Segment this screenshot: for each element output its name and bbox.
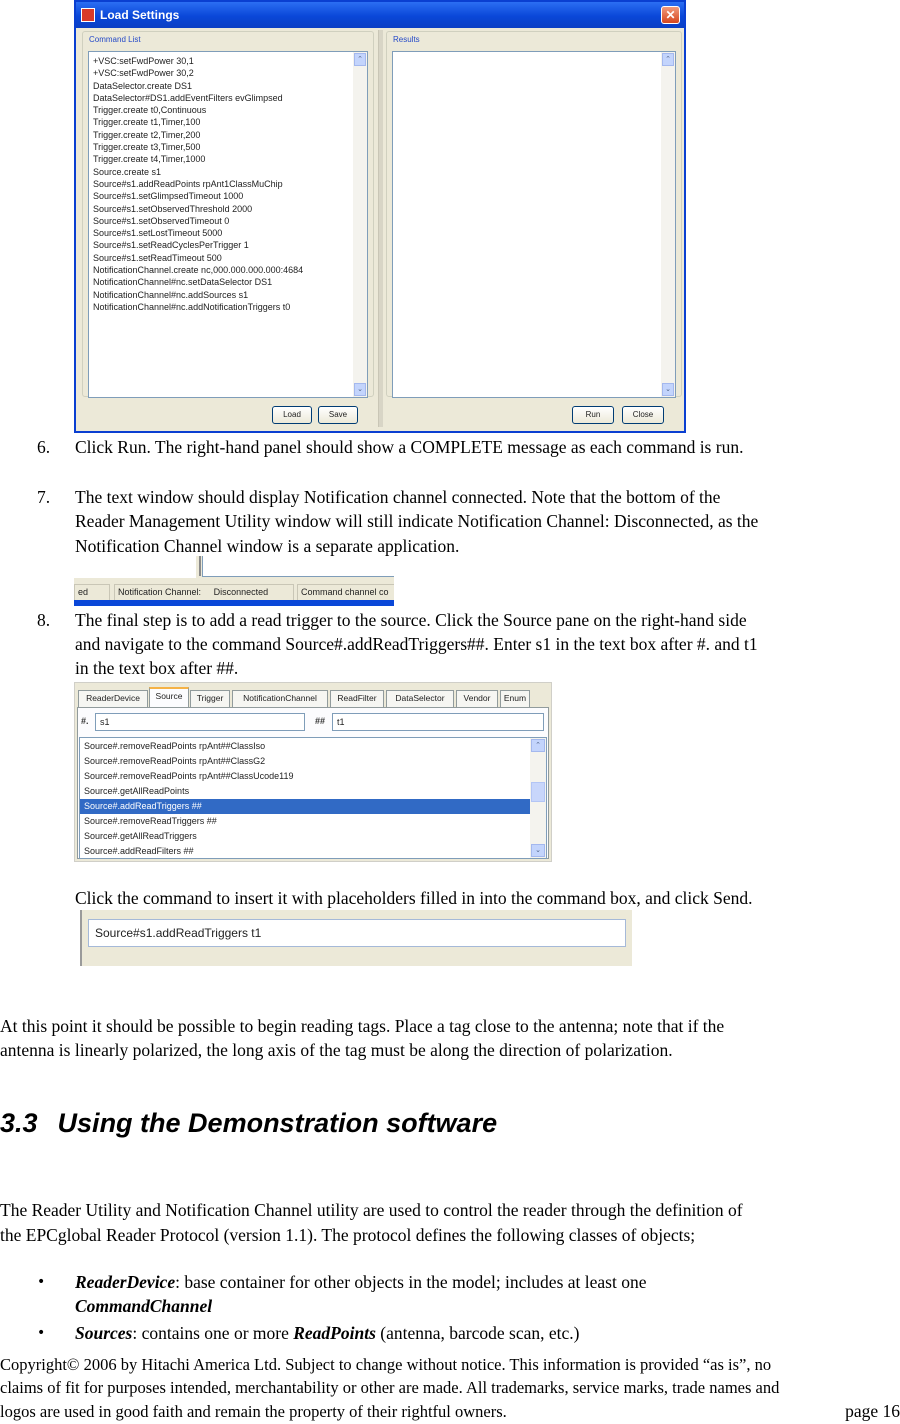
list-item[interactable]: Trigger.create t3,Timer,500	[93, 142, 201, 153]
results-scrollbar[interactable]	[661, 52, 675, 397]
tab-trigger[interactable]: Trigger	[190, 690, 230, 707]
scroll-down-icon[interactable]: ⌄	[354, 383, 366, 396]
source-list-scrollbar[interactable]	[530, 738, 546, 858]
list-item[interactable]: Source#.removeReadPoints rpAnt##ClassUcode119	[84, 771, 294, 781]
step-6-number: 6.	[37, 437, 51, 457]
status-cell-command-channel: Command channel co	[297, 584, 394, 601]
click-instruction: Click the command to insert it with placeholders filled in into the command box, and click Send.	[75, 888, 753, 908]
step-8-number: 8.	[37, 610, 51, 630]
bullet-sources	[75, 1321, 579, 1346]
list-item[interactable]: Source#.removeReadTriggers ##	[84, 816, 217, 826]
footer-line-1: Copyright© 2006 by Hitachi America Ltd. Subject to change without notice. This information is provided “as is”, no	[0, 1355, 772, 1374]
app-icon	[81, 8, 95, 22]
command-list-label: Command List	[89, 35, 141, 44]
list-item[interactable]: Source#.addReadFilters ##	[84, 846, 194, 856]
step-7-line-2: Reader Management Utility window will still indicate Notification Channel: Disconnected, as the	[75, 511, 759, 531]
panel-splitter[interactable]	[378, 30, 383, 427]
bullet-readerdevice-cont	[75, 1294, 212, 1319]
list-item[interactable]: Source#.getAllReadTriggers	[84, 831, 197, 841]
bullet-text: : contains one or more	[132, 1323, 294, 1343]
trigger-id-label: ##	[315, 716, 326, 726]
save-button[interactable]: Save	[318, 406, 358, 424]
list-item[interactable]: Source#s1.setReadCyclesPerTrigger 1	[93, 240, 249, 251]
tab-notificationchannel[interactable]: NotificationChannel	[232, 690, 328, 707]
window-title-bar	[76, 2, 684, 28]
list-item[interactable]: NotificationChannel#nc.setDataSelector DS1	[93, 277, 273, 288]
status-cell-notification-channel	[114, 584, 294, 601]
command-box-screenshot	[80, 910, 632, 968]
results-list[interactable]	[392, 51, 676, 398]
footer-line-3: logos are used in good faith and remain the property of their rightful owners.	[0, 1402, 507, 1421]
bullet-term: Sources	[75, 1323, 133, 1343]
step-7-line-1: The text window should display Notification channel connected. Note that the bottom of the	[75, 487, 721, 507]
list-item[interactable]: Source#.removeReadPoints rpAnt##ClassIso	[84, 741, 266, 751]
step-7-line-3: Notification Channel window is a separate application.	[75, 536, 460, 556]
section-title: Using the Demonstration software	[57, 1108, 498, 1138]
tab-vendor[interactable]: Vendor	[456, 690, 498, 707]
bullet-readerdevice	[75, 1270, 646, 1295]
scroll-thumb[interactable]	[531, 782, 545, 802]
bullet-text: : base container for other objects in the model; includes at least one	[175, 1272, 647, 1292]
list-item[interactable]: Trigger.create t1,Timer,100	[93, 117, 201, 128]
intro-paragraph-line-1: The Reader Utility and Notification Channel utility are used to control the reader through the definition of	[0, 1200, 743, 1220]
list-item[interactable]: Source#s1.setGlimpsedTimeout 1000	[93, 191, 244, 202]
tab-enum[interactable]: Enum	[500, 690, 530, 707]
close-button[interactable]: Close	[622, 406, 664, 424]
close-icon[interactable]: ✕	[661, 6, 680, 24]
list-item[interactable]: NotificationChannel#nc.addNotificationTriggers t0	[93, 301, 291, 312]
list-item[interactable]: Source#s1.setReadTimeout 500	[93, 252, 222, 263]
list-item[interactable]: NotificationChannel.create nc,000.000.000.000:4684	[93, 265, 304, 276]
command-input[interactable]: Source#s1.addReadTriggers t1	[88, 919, 626, 947]
scroll-up-icon[interactable]: ⌃	[662, 53, 674, 66]
scroll-down-icon[interactable]: ⌄	[662, 383, 674, 396]
list-item[interactable]: Source#s1.setObservedThreshold 2000	[93, 203, 253, 214]
bullet-text: (antenna, barcode scan, etc.)	[375, 1323, 580, 1343]
command-list-scrollbar[interactable]	[353, 52, 367, 397]
scroll-up-icon[interactable]: ⌃	[354, 53, 366, 66]
page-number: page 16	[845, 1401, 900, 1421]
step-7-number: 7.	[37, 487, 51, 507]
command-list[interactable]	[88, 51, 368, 398]
list-item[interactable]: Source#s1.setLostTimeout 5000	[93, 228, 223, 239]
list-item[interactable]: Trigger.create t4,Timer,1000	[93, 154, 206, 165]
reading-paragraph-line-2: antenna is linearly polarized, the long axis of the tag must be along the direction of polarization.	[0, 1040, 673, 1060]
run-button[interactable]: Run	[572, 406, 614, 424]
bullet-term: CommandChannel	[75, 1296, 213, 1316]
window-title: Load Settings	[100, 8, 180, 22]
list-item[interactable]: DataSelector.create DS1	[93, 80, 193, 91]
list-item[interactable]: Trigger.create t0,Continuous	[93, 105, 207, 116]
source-id-label: #.	[81, 716, 89, 726]
reading-paragraph-line-1: At this point it should be possible to begin reading tags. Place a tag close to the antenna; note that if the	[0, 1016, 725, 1036]
section-heading	[0, 1108, 497, 1139]
list-item[interactable]: Source#.getAllReadPoints	[84, 786, 190, 796]
list-item[interactable]: Source#s1.setObservedTimeout 0	[93, 215, 230, 226]
step-8-line-3: in the text box after ##.	[75, 658, 239, 678]
bullet-icon: •	[37, 1325, 46, 1341]
tab-dataselector[interactable]: DataSelector	[386, 690, 454, 707]
section-number: 3.3	[0, 1108, 38, 1138]
bullet-icon: •	[37, 1274, 46, 1290]
list-item[interactable]: NotificationChannel#nc.addSources s1	[93, 289, 249, 300]
intro-paragraph-line-2: the EPCglobal Reader Protocol (version 1.1). The protocol defines the following classes of objects;	[0, 1225, 696, 1245]
notification-channel-label: Notification Channel:	[118, 587, 202, 597]
list-item[interactable]: DataSelector#DS1.addEventFilters evGlimpsed	[93, 92, 283, 103]
list-item[interactable]: Source#s1.addReadPoints rpAnt1ClassMuChip	[93, 178, 283, 189]
list-item[interactable]: Source#.removeReadPoints rpAnt##ClassG2	[84, 756, 266, 766]
footer-line-2: claims of fit for purposes intended, merchantability or other are made. All trademarks, service marks, trade names and	[0, 1378, 780, 1397]
taskbar-edge	[74, 600, 394, 606]
scroll-down-icon[interactable]: ⌄	[531, 844, 545, 857]
source-command-list[interactable]	[79, 737, 547, 859]
tab-readfilter[interactable]: ReadFilter	[330, 690, 384, 707]
bullet-term: ReaderDevice	[75, 1272, 176, 1292]
scroll-up-icon[interactable]: ⌃	[531, 739, 545, 752]
list-item-selected[interactable]: Source#.addReadTriggers ##	[80, 799, 530, 814]
trigger-id-input[interactable]: t1	[332, 713, 544, 731]
tab-source[interactable]: Source	[149, 687, 189, 708]
load-settings-window	[74, 0, 686, 433]
source-id-input[interactable]: s1	[95, 713, 305, 731]
step-8-line-1: The final step is to add a read trigger to the source. Click the Source pane on the right-hand side	[75, 610, 747, 630]
status-bar-screenshot	[74, 556, 394, 606]
tab-readerdevice[interactable]: ReaderDevice	[78, 690, 148, 707]
source-pane-screenshot	[74, 682, 552, 862]
list-item[interactable]: Trigger.create t2,Timer,200	[93, 129, 201, 140]
results-label: Results	[393, 35, 420, 44]
step-8-line-2: and navigate to the command Source#.addReadTriggers##. Enter s1 in the text box after #. and t1	[75, 634, 758, 654]
list-item[interactable]: Source.create s1	[93, 166, 162, 177]
load-button[interactable]: Load	[272, 406, 312, 424]
status-cell-connection: ed	[74, 584, 110, 601]
notification-channel-status: Disconnected	[213, 587, 269, 597]
bullet-term: ReadPoints	[293, 1323, 376, 1343]
list-item[interactable]: +VSC:setFwdPower 30,1	[93, 56, 194, 66]
step-6-text: Click Run. The right-hand panel should show a COMPLETE message as each command is run.	[75, 437, 744, 457]
list-item[interactable]: +VSC:setFwdPower 30,2	[93, 68, 194, 79]
